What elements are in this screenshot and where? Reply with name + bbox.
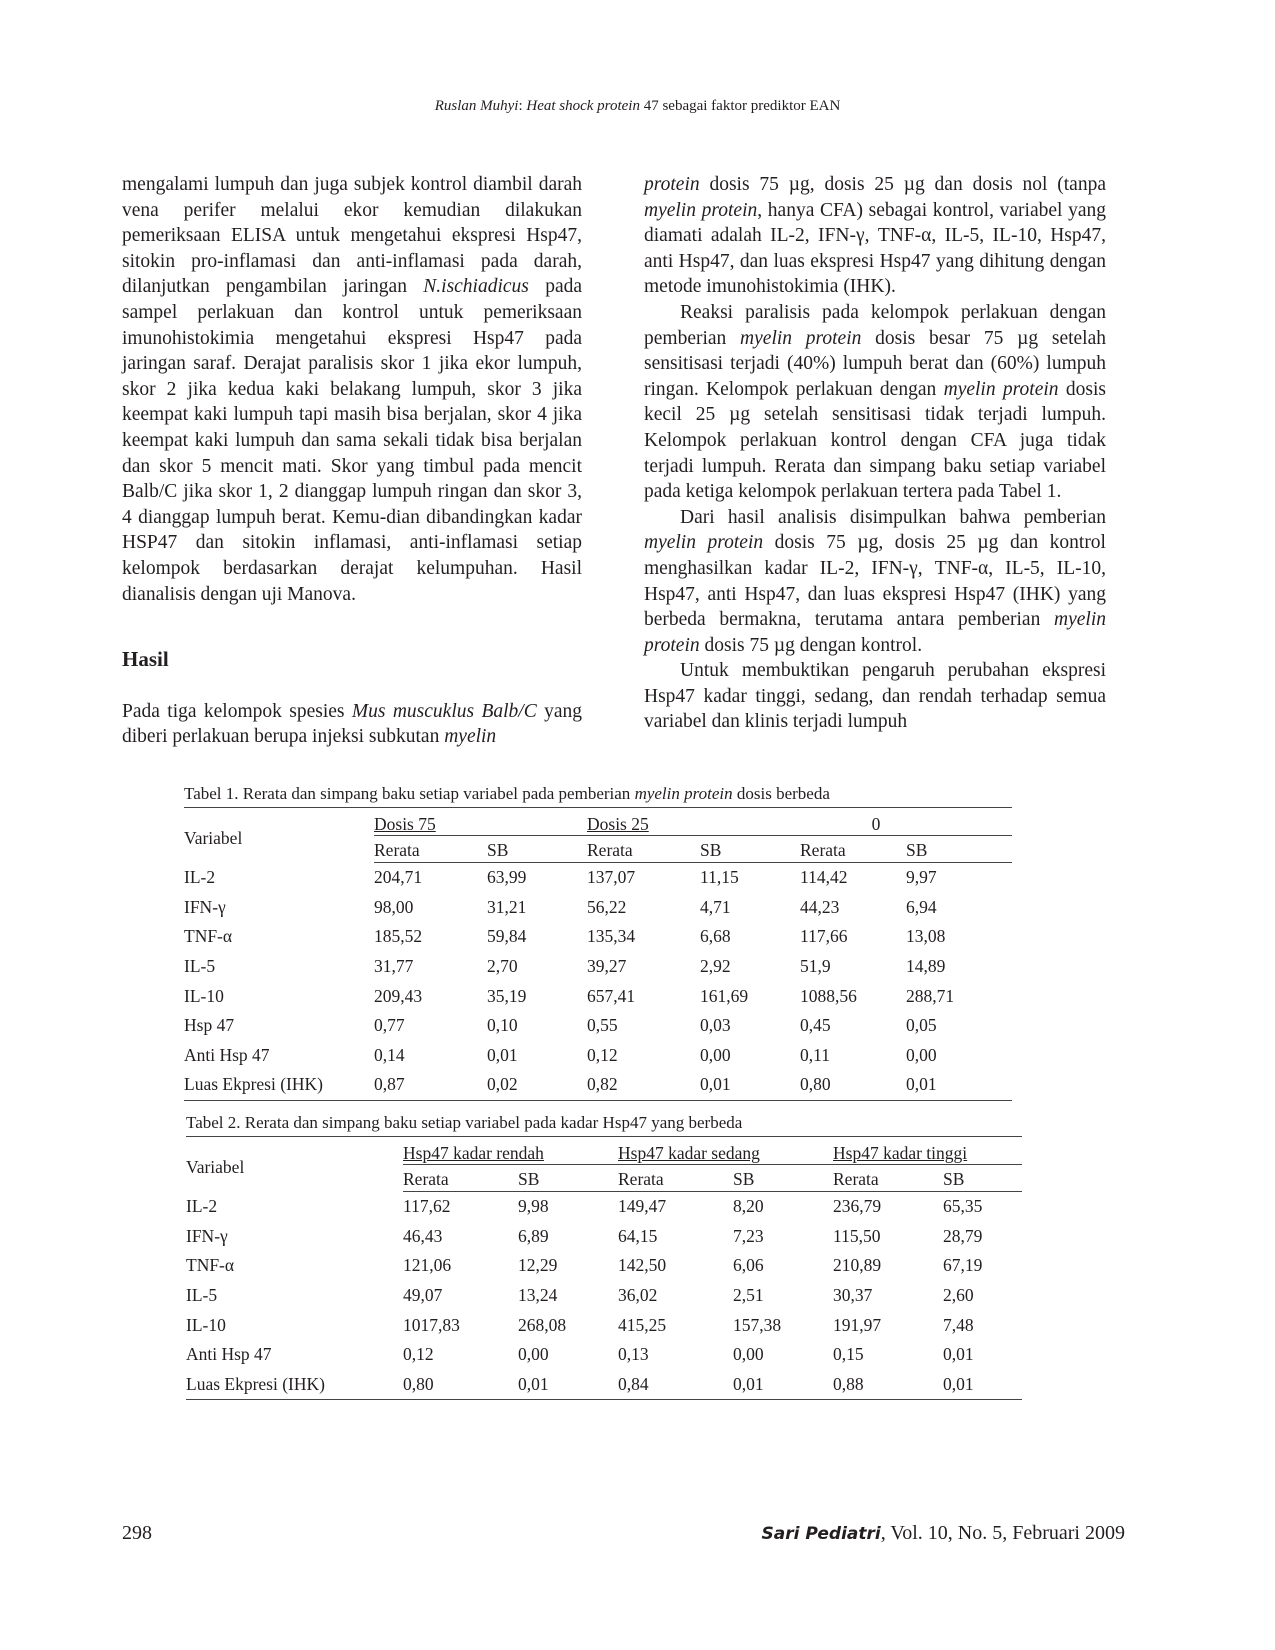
table-cell: 114,42 (800, 867, 848, 888)
running-head-title-italic: Heat shock protein (526, 98, 640, 114)
table-cell: 0,88 (833, 1370, 943, 1400)
table-cell: 6,89 (518, 1225, 549, 1246)
table-cell: 0,01 (943, 1370, 1022, 1400)
table-row (186, 1370, 1022, 1400)
row-label: Anti Hsp 47 (186, 1344, 272, 1365)
table-cell: 0,01 (518, 1370, 618, 1400)
table-cell: 65,35 (943, 1196, 983, 1217)
text-run: dosis besar 75 µg setelah sensitisasi terjadi (40%) lumpuh berat dan (60%) lumpuh ringan. Kelompok perlakuan dengan (644, 327, 1106, 400)
table-cell: 1088,56 (800, 985, 857, 1006)
table-cell: 0,84 (618, 1370, 733, 1400)
table-header-row (184, 808, 1012, 836)
table-cell: 98,00 (374, 896, 414, 917)
running-head-title-rest: 47 sebagai faktor prediktor EAN (639, 98, 841, 114)
text-run: pada sampel perlakuan dan kontrol untuk pemeriksaan imunohistokimia mengetahui ekspresi Hsp47 pada jaringan saraf. Derajat paralisis skor 1 jika ekor lumpuh, skor 2 jika kedua kaki belakang lumpuh, skor 3 jika keempat kaki lumpuh tapi masih bisa berjalan, skor 4 jika keempat kaki lumpuh dan sama sekali tidak bisa berjalan dan skor 5 mencit mati. Skor yang timbul pada mencit Balb/C jika skor 1, 2 dianggap lumpuh ringan dan skor 3, 4 dianggap lumpuh berat. Kemu-dian dibandingkan kadar HSP47 dan sitokin inflamasi, anti-inflamasi setiap kelompok berdasarkan derajat kelumpuhan. Hasil dianalisis dengan uji Manova. (122, 276, 583, 605)
table-row (186, 1192, 1022, 1222)
table-cell: 0,80 (800, 1070, 906, 1100)
table-cell: 121,06 (403, 1255, 452, 1276)
table-cell: 149,47 (618, 1196, 667, 1217)
table-cell: 36,02 (618, 1285, 658, 1306)
row-label: Luas Ekpresi (IHK) (186, 1370, 403, 1400)
table-cell: 56,22 (587, 896, 627, 917)
column-subheader: SB (518, 1165, 618, 1192)
table-cell: 210,89 (833, 1255, 882, 1276)
left-paragraph-1 (122, 172, 582, 607)
group-label: Hsp47 kadar tinggi (833, 1143, 968, 1163)
row-label: IL-10 (184, 985, 224, 1006)
group-header: 0 (871, 814, 881, 834)
row-label: IL-5 (186, 1285, 218, 1306)
table-cell: 0,00 (518, 1344, 549, 1365)
row-label: IFN-γ (184, 896, 226, 917)
group-header (587, 808, 800, 836)
table-1-grid (184, 808, 1012, 1101)
table-cell: 0,01 (733, 1370, 833, 1400)
table-2-grid (186, 1137, 1022, 1400)
right-column (644, 172, 1106, 735)
table-cell: 0,13 (618, 1344, 649, 1365)
table-cell: 49,07 (403, 1285, 443, 1306)
text-run: dosis kecil 25 µg setelah sensitisasi tidak terjadi lumpuh. Kelompok perlakuan kontrol dengan CFA juga tidak terjadi lumpuh. Rerata dan simpang baku setiap variabel pada ketiga kelompok perlakuan tertera pada Tabel 1. (644, 378, 1106, 503)
column-subheader: SB (487, 836, 587, 863)
table-cell: 0,77 (374, 1015, 405, 1036)
text-run: yang diberi perlakuan berupa injeksi subkutan (122, 700, 582, 748)
table-cell: 288,71 (906, 985, 955, 1006)
table-cell: 0,03 (700, 1015, 731, 1036)
text-run-italic: myelin protein (644, 532, 764, 554)
row-label: IL-10 (186, 1314, 226, 1335)
table-cell: 30,37 (833, 1285, 873, 1306)
column-header-variabel: Variabel (184, 827, 243, 848)
table-cell: 185,52 (374, 926, 423, 947)
table-1 (184, 784, 1012, 1101)
left-paragraph-2 (122, 699, 582, 750)
table-cell: 117,62 (403, 1196, 451, 1217)
table-cell: 142,50 (618, 1255, 667, 1276)
group-label: Hsp47 kadar sedang (618, 1143, 760, 1163)
page-number: 298 (122, 1522, 152, 1544)
table-cell: 0,12 (587, 1044, 618, 1065)
text-run-italic: myelin (444, 726, 497, 748)
text-run-italic: myelin protein (634, 784, 733, 803)
journal-citation (762, 1522, 1125, 1545)
text-run-italic: protein (644, 174, 700, 195)
column-subheader: SB (700, 836, 800, 863)
table-cell: 117,66 (800, 926, 848, 947)
text-run-italic: myelin protein (644, 199, 758, 221)
row-label: Anti Hsp 47 (184, 1044, 270, 1065)
table-1-body (184, 863, 1012, 1101)
table-cell: 0,00 (906, 1044, 937, 1065)
table-cell: 46,43 (403, 1225, 443, 1246)
table-cell: 0,55 (587, 1015, 618, 1036)
row-label: TNF-α (184, 926, 233, 947)
section-heading-hasil: Hasil (122, 647, 169, 672)
table-row (184, 1070, 1012, 1100)
table-cell: 64,15 (618, 1225, 658, 1246)
table-cell: 31,77 (374, 956, 414, 977)
row-label: Hsp 47 (184, 1015, 235, 1036)
table-cell: 63,99 (487, 867, 527, 888)
text-run: dosis 75 µg dengan kontrol. (699, 634, 923, 656)
table-cell: 6,94 (906, 896, 937, 917)
table-row (184, 863, 1012, 893)
table-row (184, 922, 1012, 952)
table-cell: 0,01 (487, 1044, 518, 1065)
table-row (186, 1310, 1022, 1340)
table-cell: 6,06 (733, 1255, 764, 1276)
table-cell: 7,48 (943, 1314, 974, 1335)
table-cell: 31,21 (487, 896, 527, 917)
row-label: IL-2 (184, 867, 216, 888)
table-row (186, 1251, 1022, 1281)
row-label: TNF-α (186, 1255, 235, 1276)
right-paragraph-1 (644, 172, 1106, 300)
text-run-italic: N.ischiadicus (423, 276, 529, 298)
table-cell: 4,71 (700, 896, 731, 917)
table-header-row (186, 1137, 1022, 1165)
column-subheader: SB (943, 1165, 1022, 1192)
table-cell: 2,92 (700, 956, 731, 977)
running-head-author: Ruslan Muhyi (434, 98, 519, 114)
text-run-italic: Mus muscuklus Balb/C (351, 700, 537, 722)
column-subheader: Rerata (833, 1165, 943, 1192)
table-cell: 191,97 (833, 1314, 882, 1335)
group-label: Dosis 75 (374, 814, 436, 834)
table-cell: 0,80 (403, 1370, 518, 1400)
table-cell: 415,25 (618, 1314, 667, 1335)
table-cell: 0,01 (906, 1070, 1012, 1100)
table-row (184, 952, 1012, 982)
text-run: Reaksi paralisis pada kelompok perlakuan dengan pemberian (644, 301, 1106, 349)
table-cell: 8,20 (733, 1196, 764, 1217)
left-column (122, 172, 582, 750)
right-paragraph-4: Untuk membuktikan pengaruh perubahan ekspresi Hsp47 kadar tinggi, sedang, dan rendah terhadap semua variabel dan klinis terjadi lumpuh (644, 660, 1106, 733)
row-label: IL-2 (186, 1196, 218, 1217)
table-cell: 2,60 (943, 1285, 974, 1306)
table-2-body (186, 1192, 1022, 1400)
table-2 (186, 1113, 1022, 1400)
journal-issue: , Vol. 10, No. 5, Februari 2009 (880, 1522, 1125, 1544)
table-cell: 268,08 (518, 1314, 567, 1335)
table-cell: 0,00 (700, 1044, 731, 1065)
table-row (184, 893, 1012, 923)
table-cell: 1017,83 (403, 1314, 460, 1335)
table-cell: 0,45 (800, 1015, 831, 1036)
table-row (184, 1011, 1012, 1041)
group-header (403, 1137, 618, 1165)
column-subheader: SB (906, 836, 1012, 863)
table-cell: 67,19 (943, 1255, 983, 1276)
column-subheader: Rerata (618, 1165, 733, 1192)
text-run-italic: myelin protein (740, 327, 862, 349)
table-cell: 13,24 (518, 1285, 558, 1306)
table-cell: 0,87 (374, 1070, 487, 1100)
text-run: dosis 75 µg, dosis 25 µg dan kontrol menghasilkan kadar IL-2, IFN-γ, TNF-α, IL-5, IL-10, Hsp47, anti Hsp47, dan luas ekspresi Hsp47 (IHK) yang berbeda bermakna, terutama antara pemberian (644, 532, 1106, 631)
text-run: Pada tiga kelompok spesies (122, 700, 352, 722)
group-label: Hsp47 kadar rendah (403, 1143, 544, 1163)
column-header-variabel: Variabel (186, 1156, 245, 1177)
table-cell: 0,01 (700, 1070, 800, 1100)
table-cell: 0,12 (403, 1344, 434, 1365)
text-run: dosis berbeda (732, 784, 830, 803)
table-cell: 7,23 (733, 1225, 764, 1246)
table-cell: 209,43 (374, 985, 423, 1006)
table-cell: 14,89 (906, 956, 946, 977)
right-paragraph-2 (644, 300, 1106, 505)
table-cell: 12,29 (518, 1255, 558, 1276)
table-cell: 157,38 (733, 1314, 782, 1335)
table-cell: 6,68 (700, 926, 731, 947)
text-run: mengalami lumpuh dan juga subjek kontrol diambil darah vena perifer melalui ekor kemudian dilakukan pemeriksaan ELISA untuk mengetahui ekspresi Hsp47, sitokin pro-inflamasi dan anti-inflamasi pada darah, dilanjutkan pengambilan jaringan (122, 174, 582, 298)
row-label: Luas Ekpresi (IHK) (184, 1070, 374, 1100)
table-cell: 28,79 (943, 1225, 983, 1246)
table-cell: 44,23 (800, 896, 840, 917)
table-cell: 2,51 (733, 1285, 764, 1306)
group-label: Dosis 25 (587, 814, 649, 834)
table-cell: 35,19 (487, 985, 527, 1006)
table-cell: 0,14 (374, 1044, 405, 1065)
table-cell: 236,79 (833, 1196, 882, 1217)
row-label: IL-5 (184, 956, 216, 977)
table-row (186, 1281, 1022, 1311)
column-subheader: Rerata (374, 836, 487, 863)
table-cell: 9,98 (518, 1196, 549, 1217)
table-row (186, 1340, 1022, 1370)
group-header (374, 808, 587, 836)
table-cell: 0,10 (487, 1015, 518, 1036)
table-cell: 13,08 (906, 926, 946, 947)
table-cell: 0,15 (833, 1344, 864, 1365)
table-row (184, 1041, 1012, 1071)
table-row (186, 1222, 1022, 1252)
running-head-sep: : (518, 98, 527, 114)
running-head (0, 98, 1275, 115)
table-cell: 51,9 (800, 956, 831, 977)
table-cell: 0,11 (800, 1044, 830, 1065)
row-label: IFN-γ (186, 1225, 228, 1246)
table-cell: 39,27 (587, 956, 627, 977)
column-subheader: SB (733, 1165, 833, 1192)
text-run-italic: myelin protein (943, 378, 1059, 400)
table-row (184, 981, 1012, 1011)
table-cell: 135,34 (587, 926, 636, 947)
text-run: dosis 75 µg, dosis 25 µg dan dosis nol (tanpa (699, 174, 1106, 195)
table-cell: 0,82 (587, 1070, 700, 1100)
table-cell: 137,07 (587, 867, 636, 888)
table-cell: 657,41 (587, 985, 636, 1006)
table-1-caption (184, 784, 1012, 808)
text-run: , hanya CFA) sebagai kontrol, variabel yang diamati adalah IL-2, IFN-γ, TNF-α, IL-5, IL-10, Hsp47, anti Hsp47, dan luas ekspresi Hsp47 yang dihitung dengan metode imunohistokimia (IHK). (644, 199, 1106, 298)
table-cell: 0,02 (487, 1070, 587, 1100)
table-cell: 204,71 (374, 867, 423, 888)
table-cell: 0,00 (733, 1344, 764, 1365)
right-paragraph-3 (644, 505, 1106, 659)
group-header (833, 1137, 1022, 1165)
table-cell: 59,84 (487, 926, 527, 947)
table-cell: 9,97 (906, 867, 937, 888)
text-run: Tabel 1. Rerata dan simpang baku setiap variabel pada pemberian (184, 784, 635, 803)
column-subheader: Rerata (403, 1165, 518, 1192)
text-run: Dari hasil analisis disimpulkan bahwa pemberian (680, 506, 1106, 528)
table-2-caption: Tabel 2. Rerata dan simpang baku setiap variabel pada kadar Hsp47 yang berbeda (186, 1113, 1022, 1137)
journal-name: Sari Pediatri (761, 1524, 881, 1544)
text-run-italic: myelin protein (644, 609, 1106, 656)
table-cell: 11,15 (700, 867, 739, 888)
column-subheader: Rerata (800, 836, 906, 863)
table-cell: 161,69 (700, 985, 749, 1006)
column-subheader: Rerata (587, 836, 700, 863)
group-header (618, 1137, 833, 1165)
table-cell: 115,50 (833, 1225, 881, 1246)
table-cell: 2,70 (487, 956, 518, 977)
table-cell: 0,05 (906, 1015, 937, 1036)
table-cell: 0,01 (943, 1344, 974, 1365)
